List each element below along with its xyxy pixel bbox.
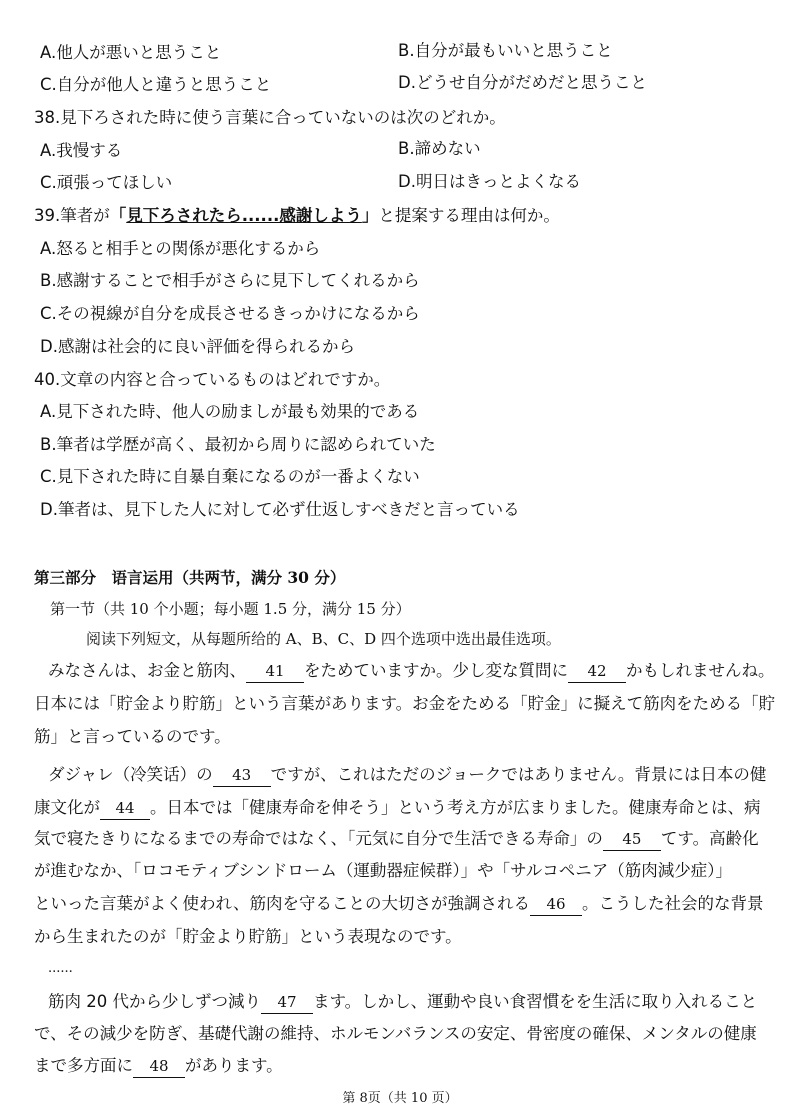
passage-line: [34, 1055, 283, 1078]
q39-option-a: A.怒ると相手との関係が悪化するから: [40, 239, 321, 258]
passage-text: 。こうした社会的な背景: [582, 894, 764, 913]
passage-text: てす。高齢化: [660, 829, 759, 848]
q39-quote: 見下ろされたら......感謝しよう: [126, 206, 362, 225]
passage-line: [34, 797, 761, 820]
part3-heading: 第三部分 语言运用（共两节，满分 30 分）: [34, 568, 346, 587]
q38-stem: 38.見下ろされた時に使う言葉に合っていないのは次のどれか。: [34, 108, 506, 127]
q40-option-c: C.見下された時に自暴自棄になるのが一番よくない: [40, 467, 420, 486]
q40-option-b: B.筆者は学歴が高く、最初から周りに認められていた: [40, 435, 436, 454]
passage-line: で、その減少を防ぎ、基礎代謝の維持、ホルモンバランスの安定、骨密度の確保、メンタルの健康: [34, 1024, 757, 1043]
q37-option-b: B.自分が最もいいと思うこと: [398, 41, 613, 60]
passage-line: [34, 828, 759, 851]
passage-text: 気で寝たきりになるまでの寿命ではなく、「元気に自分で生活できる寿命」の: [34, 829, 603, 848]
q39-stem-post: と提案する理由は何か。: [378, 206, 560, 225]
q40-option-d: D.筆者は、見下した人に対して必ず仕返しすべきだと言っている: [40, 500, 520, 519]
q40-option-a: A.見下された時、他人の励ましが最も効果的である: [40, 402, 420, 421]
passage-text: ダジャレ（冷笑话）の: [48, 765, 213, 784]
blank-46: 46: [530, 893, 582, 916]
q39-quote-open: 「: [109, 206, 127, 225]
q38-option-a: A.我慢する: [40, 141, 123, 160]
passage-line: 日本には「貯金より貯筋」という言葉があります。お金をためる「貯金」に擬えて筋肉をためる「貯: [34, 694, 776, 713]
q38-option-c: C.頑張ってほしい: [40, 173, 173, 192]
q39-quote-close: 」: [361, 206, 379, 225]
passage-line: から生まれたのが「貯金より貯筋」という表現なのです。: [34, 927, 462, 946]
q38-option-d: D.明日はきっとよくなる: [398, 172, 581, 191]
q37-option-a: A.他人が悪いと思うこと: [40, 43, 222, 62]
q39-stem: [34, 205, 560, 227]
passage-text: があります。: [185, 1056, 283, 1075]
passage-line: 筋」と言っているのです。: [34, 727, 231, 746]
passage-line: [48, 660, 775, 683]
blank-43: 43: [213, 764, 271, 787]
blank-42: 42: [568, 660, 626, 683]
blank-48: 48: [133, 1055, 185, 1078]
passage-line: [48, 991, 757, 1014]
passage-ellipsis: ......: [48, 961, 73, 976]
blank-47: 47: [261, 991, 313, 1014]
passage-text: をためていますか。少し変な質問に: [304, 661, 568, 680]
passage-text: 。日本では「健康寿命を伸そう」という考え方が広まりました。健康寿命とは、病: [150, 798, 761, 817]
q38-option-b: B.諦めない: [398, 139, 481, 158]
q37-option-d: D.どうせ自分がだめだと思うこと: [398, 73, 647, 92]
q37-option-c: C.自分が他人と違うと思うこと: [40, 75, 272, 94]
passage-text: 康文化が: [34, 798, 100, 817]
q39-option-c: C.その視線が自分を成長させるきっかけになるから: [40, 304, 420, 323]
passage-text: まで多方面に: [34, 1056, 133, 1075]
passage-text: 筋肉 20 代から少しずつ減り: [48, 992, 261, 1011]
passage-text: かもしれませんね。: [626, 661, 775, 680]
q39-option-d: D.感謝は社会的に良い評価を得られるから: [40, 337, 355, 356]
passage-text: ます。しかし、運動や良い食習慣をを生活に取り入れること: [313, 992, 758, 1011]
passage-line: [48, 764, 766, 787]
passage-line: が進むなか、「ロコモティブシンドローム（運動器症候群）」や「サルコペニア（筋肉減少症）」: [34, 861, 733, 880]
q39-stem-pre: 39.筆者が: [34, 206, 110, 225]
part3-instruction: 阅读下列短文，从每题所给的 A、B、C、D 四个选项中选出最佳选项。: [86, 630, 561, 648]
passage-text: みなさんは、お金と筋肉、: [48, 661, 246, 680]
passage-line: [34, 893, 764, 916]
page-footer: 第 8页（共 10 页）: [342, 1091, 458, 1106]
q39-option-b: B.感謝することで相手がさらに見下してくれるから: [40, 271, 420, 290]
part3-section1: 第一节（共 10 个小题；每小题 1.5 分，满分 15 分）: [50, 600, 411, 618]
passage-text: ですが、これはただのジョークではありません。背景には日本の健: [270, 765, 767, 784]
blank-41: 41: [246, 660, 304, 683]
blank-44: 44: [100, 797, 150, 820]
q40-stem: 40.文章の内容と合っているものはどれですか。: [34, 370, 391, 389]
passage-text: といった言葉がよく使われ、筋肉を守ることの大切さが強調される: [34, 894, 530, 913]
blank-45: 45: [603, 828, 661, 851]
